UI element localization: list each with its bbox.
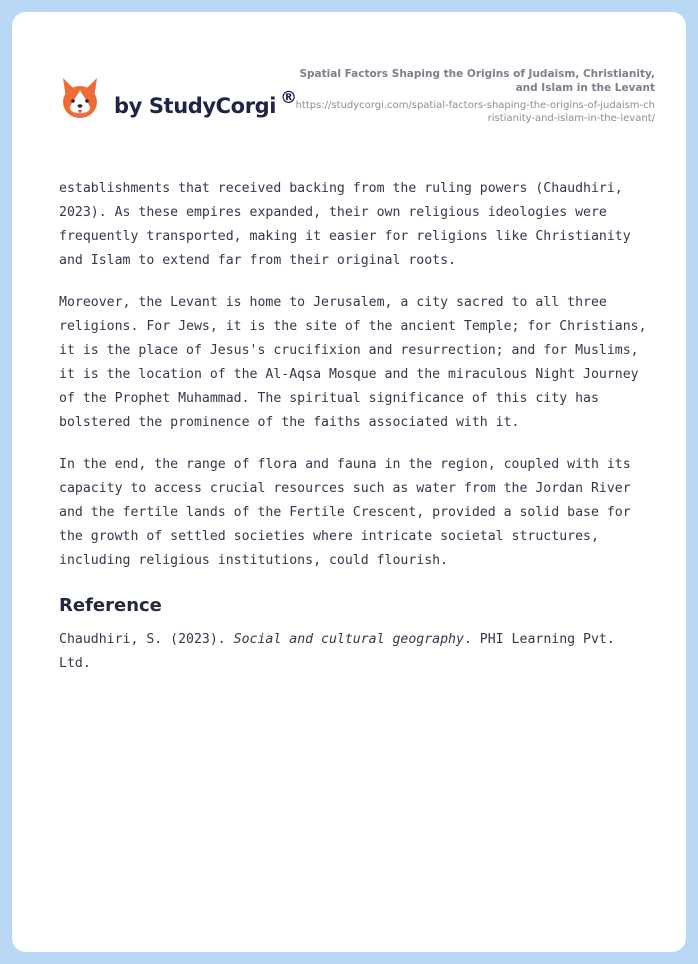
document-page xyxy=(12,12,686,952)
document-meta xyxy=(295,67,655,125)
body-paragraph: establishments that received backing from the ruling powers (Chaudhiri, 2023). As these empires expanded, their own religious ideologies were frequently transported, making it easier for religions like Christianity and Islam to extend far from their original roots. xyxy=(59,181,631,268)
reference-item xyxy=(59,628,653,676)
reference-title: Social and cultural geography xyxy=(233,632,464,647)
brand-name: by StudyCorgi ® xyxy=(114,88,297,118)
document-title: Spatial Factors Shaping the Origins of Judaism, Christianity, and Islam in the Levant xyxy=(299,68,655,94)
body-paragraph: In the end, the range of flora and fauna in the region, coupled with its capacity to access crucial resources such as water from the Jordan River and the fertile lands of the Fertile Crescent, provided a solid base for the growth of settled societies where intricate societal structures, including religious institutions, could flourish. xyxy=(59,457,631,568)
reference-publisher: . PHI Learning Pvt. Ltd. xyxy=(59,632,615,671)
corgi-logo-icon xyxy=(60,76,100,122)
page-header xyxy=(12,12,686,152)
reference-author: Chaudhiri, S. (2023). xyxy=(59,632,234,647)
document-url[interactable]: https://studycorgi.com/spatial-factors-shaping-the-origins-of-judaism-christianity-and-islam-in-the-levant/ xyxy=(295,100,655,124)
body-paragraph: Moreover, the Levant is home to Jerusalem, a city sacred to all three religions. For Jews, it is the site of the ancient Temple; for Christians, it is the place of Jesus's crucifixion and resurrection; and for Muslims, it is the location of the Al-Aqsa Mosque and the miraculous Night Journey of the Prophet Muhammad. The spiritual significance of this city has bolstered the prominence of the faiths associated with it. xyxy=(59,295,647,430)
document-body xyxy=(59,177,653,676)
studycorgi-logo[interactable] xyxy=(60,76,297,124)
reference-heading: Reference xyxy=(59,595,162,616)
registered-mark: ® xyxy=(280,88,297,108)
